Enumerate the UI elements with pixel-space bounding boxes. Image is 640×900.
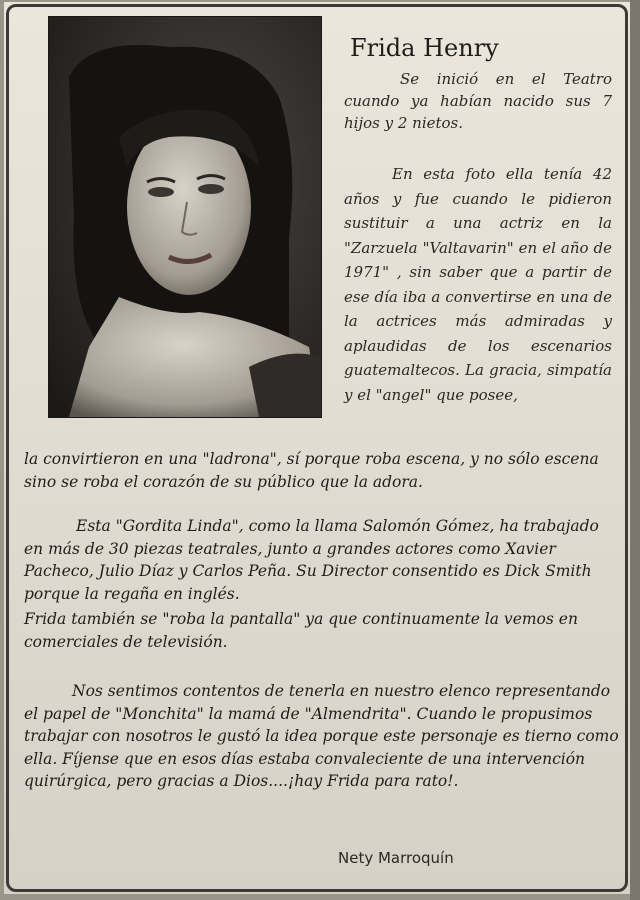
- photo-caption-paragraph: En esta foto ella tenía 42 años y fue cuando le pidieron sustituir a una actriz en la "Zarzuela "Valtavarin" en el año de 1971" , sin saber que a partir de ese día iba a convertirse en una de la actrices más admiradas y aplaudidas de los escenarios guatemaltecos. La gracia, simpatía y el "angel" que posee,: [344, 165, 612, 404]
- paragraph-continuation: la convirtieron en una "ladrona", sí porque roba escena, y no sólo escena sino se roba el corazón de su público que la adora.: [24, 450, 599, 491]
- paragraph-cast: Nos sentimos contentos de tenerla en nuestro elenco representando el papel de "Monchita" la mamá de "Almendrita". Cuando le propusimos trabajar con nosotros le gustó la idea porque este personaje es tierno como ella. Fíjense que en esos días estaba convaleciente de una intervención quirúrgica, pero gracias a Dios....¡hay Frida para rato!.: [24, 682, 619, 790]
- page-edge: [630, 0, 640, 900]
- paragraph-television: Frida también se "roba la pantalla" ya que continuamente la vemos en comerciales de televisión.: [24, 610, 578, 651]
- portrait-photo: [48, 16, 322, 418]
- author-signature: Nety Marroquín: [338, 849, 454, 867]
- right-column: [344, 34, 612, 407]
- intro-paragraph: Se inició en el Teatro cuando ya habían nacido sus 7 hijos y 2 nietos.: [344, 70, 612, 132]
- article-title: Frida Henry: [350, 34, 499, 62]
- paragraph-career: Esta "Gordita Linda", como la llama Salomón Gómez, ha trabajado en más de 30 piezas teatrales, junto a grandes actores como Xavier Pacheco, Julio Díaz y Carlos Peña. Su Director consentido es Dick Smith porque la regaña en inglés.: [24, 517, 599, 603]
